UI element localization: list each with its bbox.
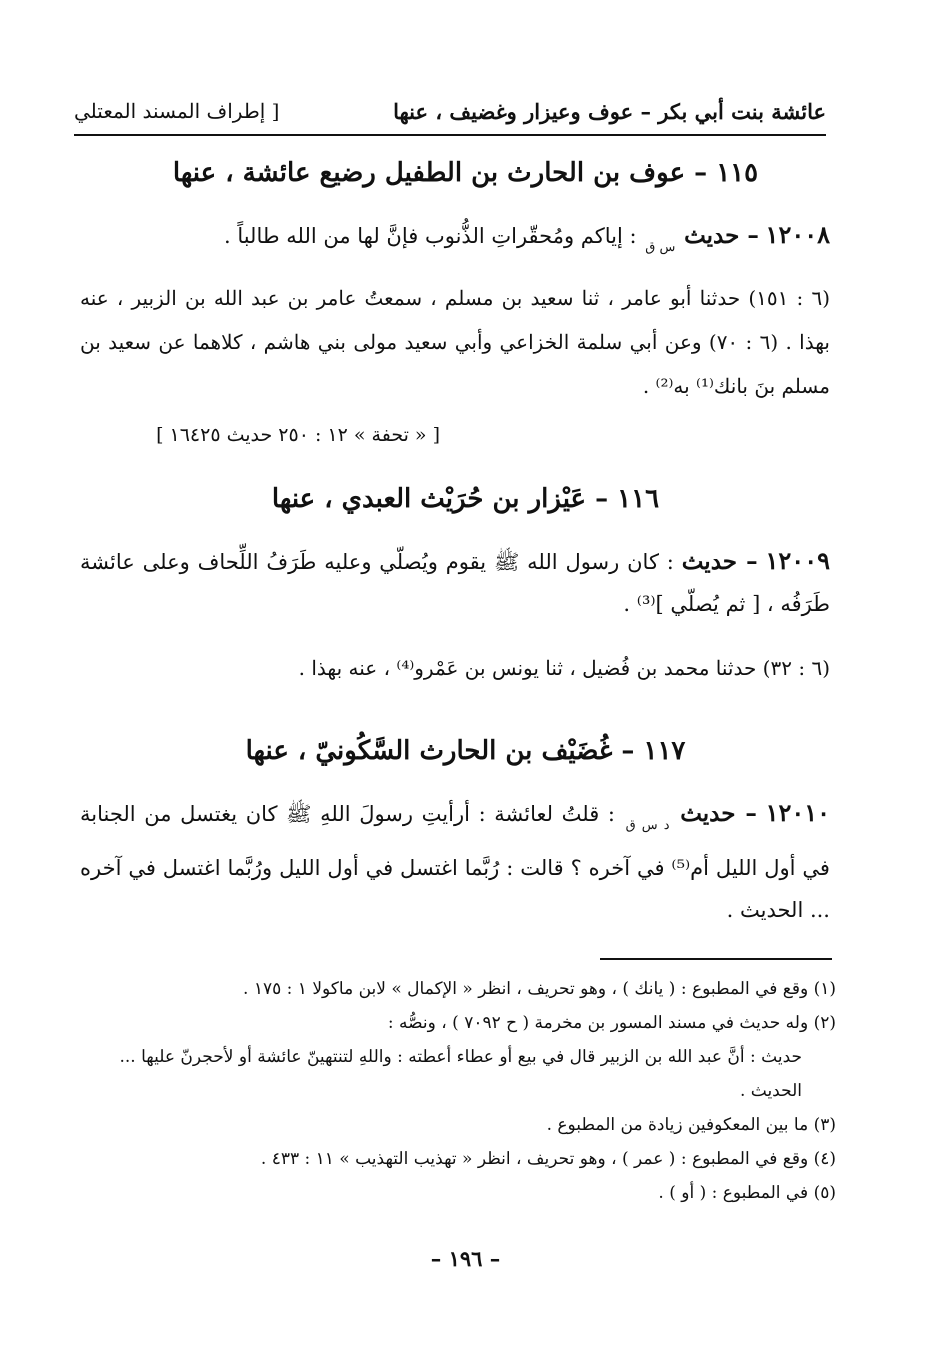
hadith-label: – حديث <box>684 222 759 249</box>
section-title-115: ١١٥ – عوف بن الحارث بن الطفيل رضيع عائشة ، عنها <box>172 158 759 188</box>
hadith-entry-12008 <box>80 214 830 269</box>
footnote-2-quote-end: الحديث . <box>739 1081 802 1101</box>
tuhfa-reference: [ « تحفة » ١٢ : ٢٥٠ حديث ١٦٤٢٥ ] <box>156 424 440 446</box>
footnote-3: (٣) ما بين المعكوفين زيادة من المطبوع . <box>546 1115 836 1135</box>
entry-number: ١٢٠٠٩ <box>765 546 830 575</box>
hadith-label: – حديث <box>680 800 757 827</box>
isnad-citation-12009: (٦ : ٣٢) حدثنا محمد بن فُضيل ، ثنا يونس بن عَمْرو⁽⁴⁾ ، عنه بهذا . <box>298 656 830 680</box>
footnote-separator <box>600 958 832 960</box>
hadith-text: : إياكم ومُحقّراتِ الذُّنوب فإنَّ لها من الله طالباً . <box>223 224 637 248</box>
entry-number: ١٢٠١٠ <box>765 798 831 827</box>
hadith-text: : كان رسول الله ﷺ يقوم ويُصلّي وعليه طَرَفُ اللِّحاف وعلى عائشة طَرَفُه ، [ ثم يُصلّي ]⁽³⁾ . <box>80 550 830 616</box>
hadith-label: – حديث <box>681 548 758 575</box>
hadith-entry-12009 <box>80 540 830 625</box>
running-header <box>74 88 826 136</box>
source-symbols: س ق <box>645 240 676 255</box>
footnote-2: (٢) وله حديث في مسند المسور بن مخرمة ( ح ٧٠٩٢ ) ، ونصُّه : <box>387 1013 836 1033</box>
source-symbols: د س ق <box>625 818 670 833</box>
running-header-title: عائشة بنت أبي بكر – عوف وعيزار وغضيف ، عنها <box>393 98 826 124</box>
hadith-entry-12010 <box>80 792 830 931</box>
entry-number: ١٢٠٠٨ <box>765 220 830 249</box>
footnote-5: (٥) في المطبوع : ( أو ) . <box>658 1183 836 1203</box>
section-title-116: ١١٦ – عَيْزار بن حُرَيْث العبدي ، عنها <box>271 484 660 514</box>
page-number: – ١٩٦ – <box>430 1246 501 1271</box>
footnote-4: (٤) وقع في المطبوع : ( عمر ) ، وهو تحريف ، انظر « تهذيب التهذيب » ١١ : ٤٣٣ . <box>260 1149 836 1169</box>
footnotes <box>80 972 836 1210</box>
running-header-book-title: [ إطراف المسند المعتلي <box>74 99 280 123</box>
footnote-2-quote: حديث : أنَّ عبد الله بن الزبير قال في بيع أو عطاء أعطته : واللهِ لتنتهينّ عائشة أو لأحجرنّ عليها ... <box>119 1047 802 1067</box>
footnote-1: (١) وقع في المطبوع : ( يانك ) ، وهو تحريف ، انظر « الإكمال » لابن ماكولا ١ : ١٧٥ . <box>243 979 836 999</box>
section-title-117: ١١٧ – غُضَيْف بن الحارث السَّكُونيّ ، عنها <box>245 736 686 766</box>
isnad-citation-12008: (٦ : ١٥١) حدثنا أبو عامر ، ثنا سعيد بن مسلم ، سمعتُ عامر بن عبد الله بن الزبير ، عنه بهذا . (٦ : ٧٠) وعن أبي سلمة الخزاعي وأبي سعيد مولى بني هاشم ، كلاهما عن سعيد بن مسلم بنَ بانك⁽¹⁾ به⁽²⁾ . <box>80 286 830 398</box>
hadith-text: : قلتُ لعائشة : أرأيتِ رسولَ اللهِ ﷺ كان يغتسل من الجنابة في أول الليل أم⁽⁵⁾ في آخره ؟ قالت : رُبَّما اغتسل في أول الليل ورُبَّما اغتسل في آخره ... الحديث . <box>80 802 830 922</box>
